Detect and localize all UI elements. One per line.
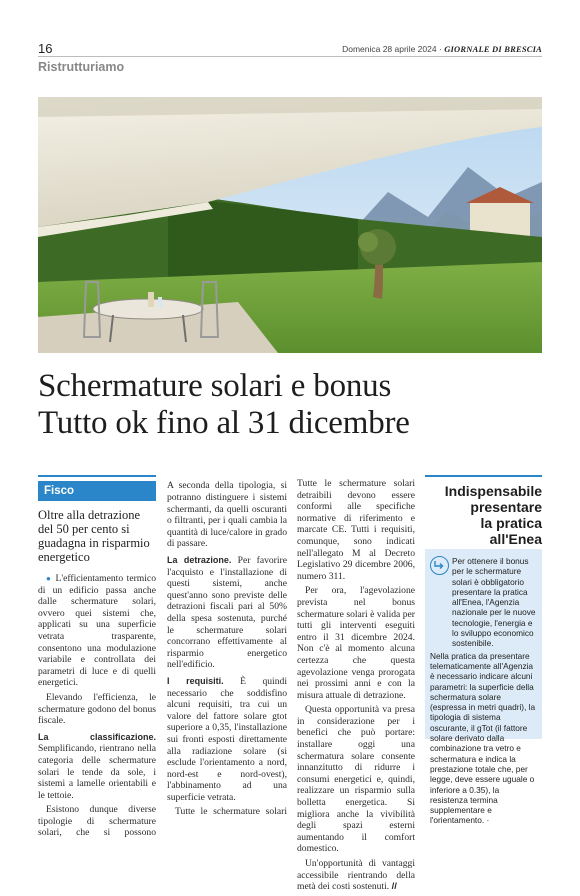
arrow-icon bbox=[430, 556, 449, 575]
paragraph-heading: La detrazione. bbox=[167, 555, 232, 565]
text-column-1 bbox=[38, 573, 156, 842]
headline-line-1: Schermature solari e bonus bbox=[38, 368, 392, 404]
bullet-icon: ● bbox=[46, 574, 52, 583]
paragraph-heading: I requisiti. bbox=[167, 675, 224, 686]
paragraph-heading: La classificazione. bbox=[38, 731, 156, 742]
paragraph: È quindi necessario che soddisfino alcuni requisiti, tra cui un valore del fattore solare gtot superiore a 0,35, l'installazione sui fronti esposti direttamente alla radiazione solare (si esclude l'orientamento a nord, nord-est e nord-ovest), l'abbinamento ad una superficie vetrata. bbox=[167, 675, 287, 803]
header-rule bbox=[38, 56, 542, 57]
paragraph: Esistono dunque diverse tipologie di schermature solari, che si possono bbox=[38, 804, 156, 839]
tag-rule bbox=[38, 475, 156, 477]
text-column-3 bbox=[297, 478, 415, 896]
sidebar-title: Indispensabile presentare la pratica all'Enea bbox=[444, 483, 542, 547]
paragraph: Questa opportunità va presa in considerazione per i benefici che può portare: installare oggi una schermatura solare consente innanzitutto di ridurre i consumi energetici e, quindi, realizzare un risparmio sulla bolletta energetica. Si migliora anche la vivibilità degli spazi esterni aumentando il comfort domestico. bbox=[297, 704, 415, 855]
text-column-2 bbox=[167, 478, 287, 821]
end-mark: // bbox=[391, 881, 397, 893]
sidebar-paragraph: Per ottenere il bonus per le schermature solari è obbligatorio presentare la pratica all'Enea, l'Agenzia nazionale per le nuove tecnologie, l'energia e lo sviluppo economico sostenibile. bbox=[452, 556, 536, 649]
paragraph: L'efficientamento termico di un edificio passa anche dalle schermature solari, ovvero quei sistemi che, applicati su una superficie vetrata trasparente, consentono una modulazione variabile e controllata dei parametri di luce e di quelli energetici. bbox=[38, 573, 156, 689]
subheadline: Oltre alla detrazione del 50 per cento si guadagna in risparmio energetico bbox=[38, 508, 150, 564]
paragraph: Elevando l'efficienza, le schermature godono del bonus fiscale. bbox=[38, 691, 156, 727]
issue-date: Domenica 28 aprile 2024 bbox=[342, 44, 437, 54]
headline bbox=[38, 368, 542, 442]
section-title: Ristrutturiamo bbox=[38, 60, 125, 74]
sidebar-text bbox=[430, 556, 539, 828]
paragraph-continued: Tutte le schermature solari detraibili devono essere conformi alle specifiche normative di riferimento e marcate CE. Tutti i requisiti, comunque, sono indicati nell'allegato M al Decreto Legislativo 29 dicembre 2006, numero 311. bbox=[297, 478, 415, 582]
paragraph: Un'opportunità di vantaggi accessibile rientrando della metà dei costi sostenuti. bbox=[297, 858, 415, 893]
category-tag: Fisco bbox=[38, 481, 156, 501]
paragraph: Per ora, l'agevolazione prevista nel bonus schermature solari è valida per tutti gli interventi eseguiti entro il 31 dicembre 2024. Non c'è al momento alcuna certezza che questa agevolazione venga prorogata nei prossimi anni e con la misura attuale di detrazione. bbox=[297, 585, 415, 701]
paragraph: Semplificando, rientrano nella categoria delle schermature solari le tende da sole, i sistemi a lamelle orientabili e le tettoie. bbox=[38, 743, 156, 801]
paragraph: Per favorire l'acquisto e l'installazione di questi sistemi, anche quest'anno sono previste delle detrazioni fiscali pari al 50% della spesa sostenuta, purché le schermature solari concorrano effettivamente al risparmio energetico nell'edificio. bbox=[167, 555, 287, 671]
page-number: 16 bbox=[38, 41, 53, 56]
paragraph: Tutte le schermature solari bbox=[175, 806, 287, 818]
publication-name: GIORNALE DI BRESCIA bbox=[444, 44, 542, 54]
end-mark: · bbox=[486, 815, 490, 826]
dateline-separator: · bbox=[438, 44, 442, 54]
paragraph-continued: A seconda della tipologia, si potranno distinguere i sistemi schermanti, da quelli oscuranti o filtranti, per i quali cambia la quantità di luce/calore in grado di passare. bbox=[167, 480, 287, 550]
sidebar-rule bbox=[425, 475, 542, 477]
headline-line-2: Tutto ok fino al 31 dicembre bbox=[38, 405, 410, 441]
sidebar-paragraph: Nella pratica da presentare telematicamente all'Agenzia è necessario indicare alcuni parametri: la superficie della schermatura solare (espressa in metri quadri), la tipologia di sistema oscurante, il gTot (il fattore solare derivato dalla combinazione tra vetro e schermatura e indica la prestazione totale che, per legge, deve essere uguale o inferiore a 0.35), la resistenza termina supplementare e l'orientamento. bbox=[430, 650, 536, 826]
article-photo bbox=[38, 97, 542, 353]
dateline bbox=[342, 44, 542, 54]
